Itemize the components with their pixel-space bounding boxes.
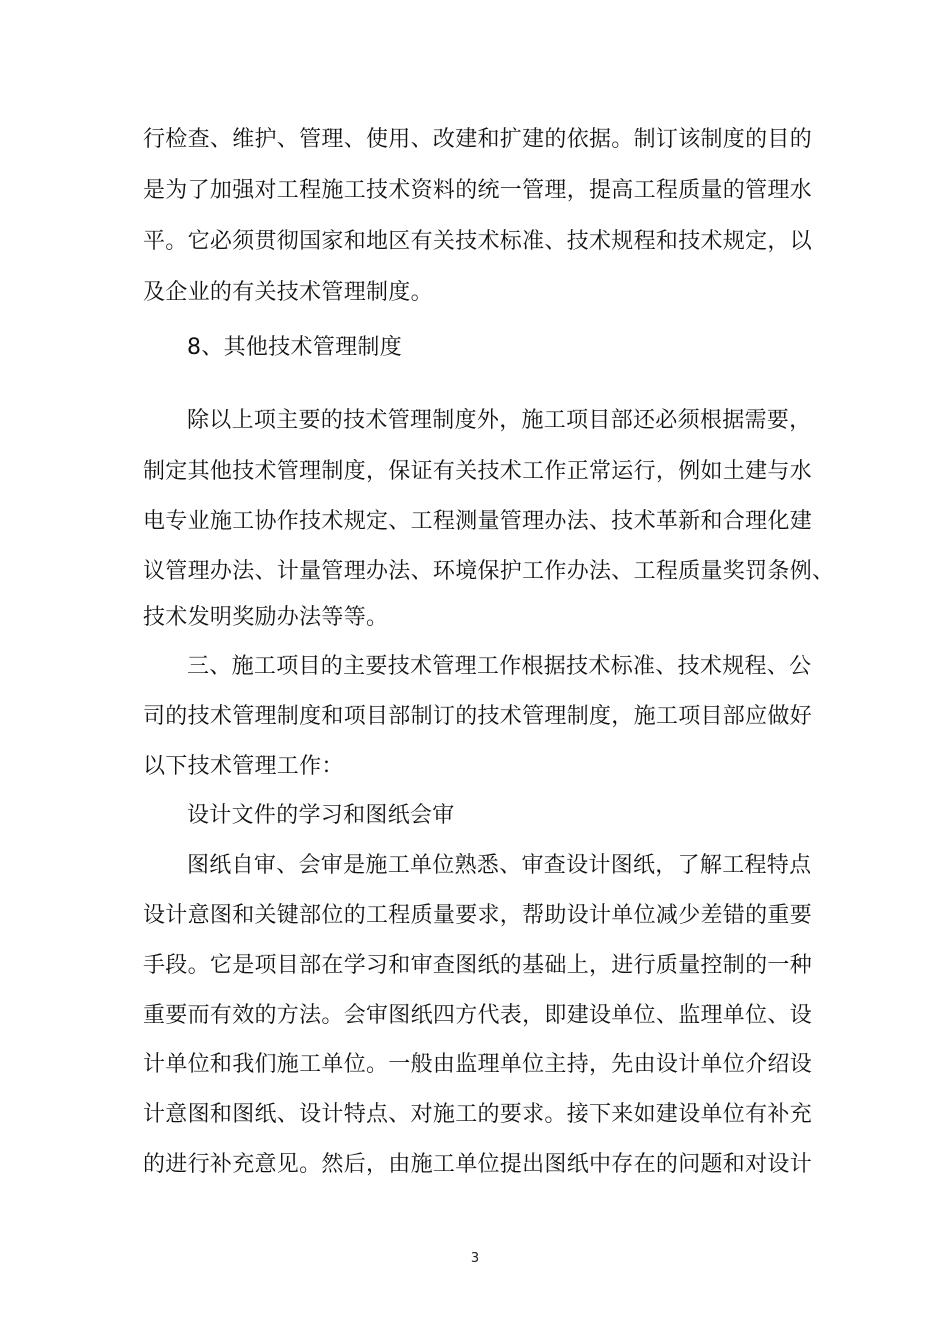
text-line-2: 是为了加强对工程施工技术资料的统一管理，提高工程质量的管理水 [143, 178, 813, 203]
section-heading-8: 8、其他技术管理制度 [187, 335, 402, 360]
text-line-12: 司的技术管理制度和项目部制订的技术管理制度，施工项目部应做好 [143, 704, 813, 729]
text-line-1: 行检查、维护、管理、使用、改建和扩建的依据。制订该制度的目的 [143, 127, 813, 152]
text-line-7: 制定其他技术管理制度，保证有关技术工作正常运行，例如土建与水 [143, 459, 813, 484]
text-line-21: 的进行补充意见。然后，由施工单位提出图纸中存在的问题和对设计 [143, 1152, 813, 1177]
text-line-10: 技术发明奖励办法等等。 [143, 605, 389, 630]
text-line-4: 及企业的有关技术管理制度。 [143, 280, 433, 305]
text-line-6: 除以上项主要的技术管理制度外，施工项目部还必须根据需要， [187, 408, 812, 433]
text-line-13: 以下技术管理工作： [143, 754, 344, 779]
page-number: 3 [470, 1251, 480, 1266]
text-line-19: 计单位和我们施工单位。一般由监理单位主持，先由设计单位介绍设 [143, 1052, 813, 1077]
text-line-16: 设计意图和关键部位的工程质量要求，帮助设计单位减少差错的重要 [143, 903, 813, 928]
text-line-8: 电专业施工协作技术规定、工程测量管理办法、技术革新和合理化建 [143, 509, 813, 534]
subheading-design-review: 设计文件的学习和图纸会审 [187, 803, 455, 828]
text-line-9: 议管理办法、计量管理办法、环境保护工作办法、工程质量奖罚条例、 [143, 559, 835, 584]
text-line-20: 计意图和图纸、设计特点、对施工的要求。接下来如建设单位有补充 [143, 1102, 813, 1127]
text-line-18: 重要而有效的方法。会审图纸四方代表，即建设单位、监理单位、设 [143, 1003, 813, 1028]
text-line-17: 手段。它是项目部在学习和审查图纸的基础上，进行质量控制的一种 [143, 953, 813, 978]
text-line-3: 平。它必须贯彻国家和地区有关技术标准、技术规程和技术规定，以 [143, 229, 813, 254]
section-heading-3: 三、施工项目的主要技术管理工作根据技术标准、技术规程、公 [187, 654, 812, 679]
text-line-15: 图纸自审、会审是施工单位熟悉、审查设计图纸，了解工程特点 [187, 853, 812, 878]
